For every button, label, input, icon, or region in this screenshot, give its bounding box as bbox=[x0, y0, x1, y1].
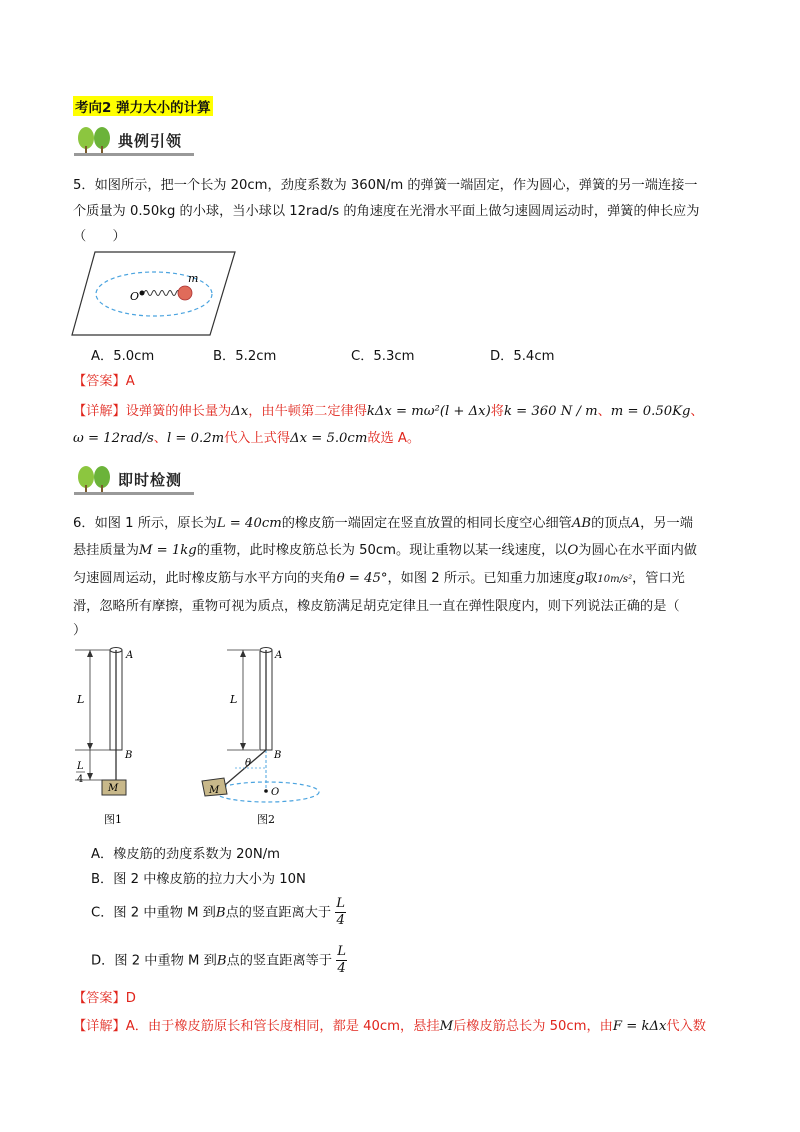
fig1-label-L4-num: L bbox=[77, 761, 84, 772]
detail-math: m = 0.50Kg bbox=[610, 404, 691, 419]
q5-option-b: B．5.2cm bbox=[213, 349, 277, 364]
q5-line3: （ ） bbox=[73, 229, 126, 244]
q6-figure2 bbox=[195, 645, 335, 830]
math: θ = 45° bbox=[336, 571, 388, 586]
q6-option-b: B．图 2 中橡皮筋的拉力大小为 10N bbox=[91, 872, 306, 887]
q5-option-d: D．5.4cm bbox=[490, 349, 555, 364]
fig2-label-M: M bbox=[209, 785, 220, 796]
math: A bbox=[630, 516, 641, 531]
math: g bbox=[575, 571, 585, 586]
q6-detail-line1 bbox=[73, 1018, 706, 1036]
text: 点的竖直距离大于 bbox=[225, 905, 332, 921]
fig1-label-B: B bbox=[125, 750, 133, 761]
text: D．图 2 中重物 M 到 bbox=[91, 953, 217, 969]
detail-text: 将 bbox=[490, 404, 504, 419]
text: ，管口光 bbox=[632, 571, 685, 586]
detail-text: 后橡皮筋总长为 50cm，由 bbox=[453, 1019, 613, 1034]
fig1-label-A: A bbox=[126, 650, 134, 661]
fig2-label-L: L bbox=[230, 693, 238, 706]
text: 的重物，此时橡皮筋总长为 50cm。现让重物以某一线速度，以 bbox=[196, 543, 568, 558]
q5-option-c: C．5.3cm bbox=[351, 349, 415, 364]
banner-quiz bbox=[74, 465, 194, 497]
q6-option-d bbox=[91, 944, 347, 977]
detail-text: 设弹簧的伸长量为 bbox=[125, 404, 232, 419]
math: AB bbox=[571, 516, 592, 531]
detail-math: l = 0.2m bbox=[166, 431, 225, 446]
text: ，另一端 bbox=[640, 516, 693, 531]
answer-tag: 【答案】 bbox=[73, 991, 126, 1006]
text: 的橡皮筋一端固定在竖直放置的相同长度空心细管 bbox=[281, 516, 572, 531]
q6-line3 bbox=[73, 570, 685, 589]
q6-option-c bbox=[91, 896, 346, 929]
math: B bbox=[215, 905, 226, 921]
q6-line1 bbox=[73, 515, 693, 533]
q5-line2: 个质量为 0.50kg 的小球，当小球以 12rad/s 的角速度在光滑水平面上做匀速圆周运动时，弹簧的伸长应为 bbox=[73, 204, 700, 219]
q5-detail-line1 bbox=[73, 403, 704, 421]
math: L = 40cm bbox=[216, 516, 282, 531]
answer-value: A bbox=[125, 374, 135, 389]
detail-math: kΔx = mω²(l + Δx) bbox=[366, 404, 491, 419]
q6-line4: 滑，忽略所有摩擦，重物可视为质点，橡皮筋满足胡克定律且一直在弹性限度内，则下列说法正确的是（ bbox=[73, 599, 680, 614]
fig2-label-B: B bbox=[274, 750, 282, 761]
detail-math: M bbox=[439, 1019, 454, 1034]
q5-answer bbox=[73, 373, 135, 391]
fig2-label-theta: θ bbox=[245, 758, 252, 769]
math: B bbox=[216, 953, 227, 969]
text: ，如图 2 所示。已知重力加速度 bbox=[387, 571, 576, 586]
q6-line5: ） bbox=[73, 623, 87, 638]
detail-text: 故选 A。 bbox=[367, 431, 421, 446]
banner-title: 典例引领 bbox=[118, 132, 183, 150]
fig1-label-L4-den: 4 bbox=[77, 774, 84, 785]
q6-figure1 bbox=[70, 645, 170, 830]
q6-option-a: A．橡皮筋的劲度系数为 20N/m bbox=[91, 847, 281, 862]
detail-tag: 【详解】 bbox=[73, 404, 126, 419]
detail-math: F = kΔx bbox=[612, 1019, 667, 1034]
banner-examples bbox=[74, 126, 194, 158]
fraction-L-over-4 bbox=[335, 896, 346, 929]
fig2-caption: 图2 bbox=[257, 813, 275, 826]
q5-label-m: m bbox=[188, 272, 199, 285]
detail-text: 代入上式得 bbox=[224, 431, 291, 446]
q6-line2 bbox=[73, 542, 697, 560]
frac-num: L bbox=[337, 944, 346, 959]
math: 10m/s² bbox=[597, 574, 633, 585]
banner-title: 即时检测 bbox=[118, 471, 183, 489]
math: O bbox=[567, 543, 579, 558]
detail-math: Δx bbox=[231, 404, 249, 419]
detail-tag: 【详解】 bbox=[73, 1019, 126, 1034]
detail-text: 、 bbox=[690, 404, 704, 419]
text: C．图 2 中重物 M 到 bbox=[91, 905, 216, 921]
q5-detail-line2 bbox=[73, 430, 420, 448]
banner-underline bbox=[74, 153, 194, 156]
answer-tag: 【答案】 bbox=[73, 374, 126, 389]
q5-figure bbox=[70, 250, 240, 340]
detail-math: k = 360 N / m bbox=[503, 404, 598, 419]
detail-text: 代入数 bbox=[666, 1019, 706, 1034]
detail-text: ，由牛顿第二定律得 bbox=[248, 404, 367, 419]
detail-text: 、 bbox=[597, 404, 611, 419]
section-heading: 考向2 弹力大小的计算 bbox=[73, 96, 213, 116]
banner-underline bbox=[74, 492, 194, 495]
frac-den: 4 bbox=[337, 961, 346, 976]
q6-answer bbox=[73, 990, 136, 1008]
detail-text: 、 bbox=[153, 431, 167, 446]
fig2-label-A: A bbox=[275, 650, 283, 661]
q5-line1: 5．如图所示，把一个长为 20cm，劲度系数为 360N/m 的弹簧一端固定，作为圆心，弹簧的另一端连接一 bbox=[73, 178, 698, 193]
text: 的顶点 bbox=[591, 516, 631, 531]
detail-math: Δx = 5.0cm bbox=[290, 431, 368, 446]
fig2-label-O: O bbox=[271, 787, 280, 798]
detail-math: ω = 12rad/s bbox=[73, 431, 154, 446]
text: 6．如图 1 所示，原长为 bbox=[73, 516, 217, 531]
text: 悬挂质量为 bbox=[73, 543, 139, 558]
answer-value: D bbox=[125, 991, 136, 1006]
q5-option-a: A．5.0cm bbox=[91, 349, 155, 364]
text: 为圆心在水平面内做 bbox=[578, 543, 697, 558]
text: 点的竖直距离等于 bbox=[226, 953, 333, 969]
text: 取 bbox=[584, 571, 598, 586]
math: M = 1kg bbox=[138, 543, 197, 558]
fig1-caption: 图1 bbox=[104, 813, 122, 826]
detail-text: A．由于橡皮筋原长和管长度相同，都是 40cm，悬挂 bbox=[125, 1019, 440, 1034]
q5-label-O: O bbox=[130, 290, 140, 303]
frac-num: L bbox=[336, 896, 346, 911]
fig1-label-L: L bbox=[77, 693, 85, 706]
fraction-L-over-4 bbox=[336, 944, 347, 977]
text: 匀速圆周运动，此时橡皮筋与水平方向的夹角 bbox=[73, 571, 337, 586]
fig1-label-M: M bbox=[108, 783, 119, 794]
frac-den: 4 bbox=[336, 913, 345, 928]
